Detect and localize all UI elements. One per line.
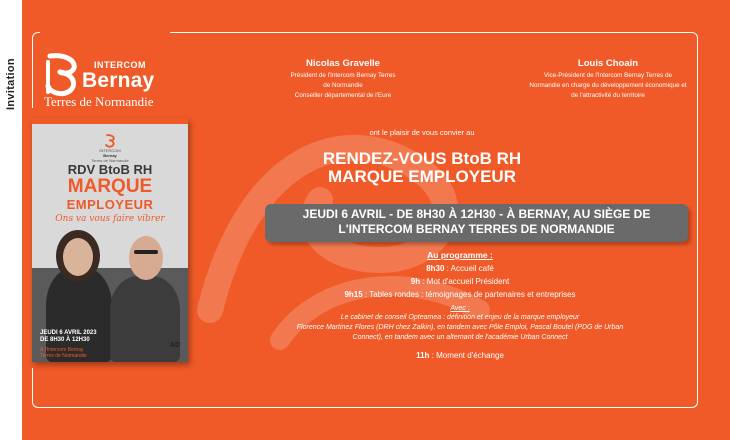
program-item: 9h15 : Tables rondes : témoignages de partenaires et entreprises [344,290,576,299]
program-heading: Au programme : [427,250,493,260]
poster-title-rdv: RDV BtoB RH [67,162,153,177]
host-title-line: Conseiller départemental de l'Eure [294,92,392,99]
host-title-line: Vice-Président de l'Intercom Bernay Terres de [543,72,673,79]
poster-logo-line: INTERCOM [99,148,121,153]
poster-stripe [32,118,188,124]
program-item: 8h30 : Accueil café [426,264,494,273]
host-title-line: de l'attractivité du territoire [571,92,645,99]
event-title: RENDEZ-VOUS BtoB RH MARQUE EMPLOYEUR [322,149,522,186]
poster-tagline: Ons va vous faire vibrer [55,214,165,224]
poster-person-man [110,276,180,362]
poster-logo-line: Bernay [103,153,117,158]
host-title-line: de Normandie [323,82,363,89]
logo-bernay-text: Bernay [82,69,155,92]
host-name: Nicolas Gravelle [306,58,380,69]
poster-logo [90,134,130,163]
program-item: 11h : Moment d'échange [416,351,504,360]
invitation-label: Invitation [5,58,18,110]
host-title-line: Président de l'Intercom Bernay Terres [290,72,396,79]
date-banner-text: JEUDI 6 AVRIL - DE 8H30 À 12H30 - À BERNAY, AU SIÈGE DE L'INTERCOM BERNAY TERRES DE NORMANDIE [302,207,651,236]
poster-place: À l'Intercom Bernay Terres de Normandie [40,347,87,359]
program-avec: Avec : [450,305,470,312]
poster-logo-mark-icon [103,134,117,148]
program [250,250,670,362]
poster-date: JEUDI 6 AVRIL 2023 DE 8H30 À 12H30 [40,330,97,343]
host-louis-choain [508,58,708,101]
intercom-logo [44,52,164,112]
logo-intercom-text: INTERCOM [94,60,146,70]
event-poster [32,118,188,362]
poster-logo-line: Terres de Normandie [91,158,129,163]
host-title-line: Normandie en charge du développement économique et [529,82,687,89]
poster-woman-face [63,238,93,276]
host-name: Louis Choain [577,58,639,69]
poster-man-face [129,236,163,280]
program-detail: Connect), en tandem avec un alternant de l'académie Urban Connect [352,334,568,341]
program-detail: Le cabinet de conseil Opteamea : définition et enjeu de la marque employeur [340,314,580,321]
frame-gap-top [40,28,170,36]
logo-terres-text: Terres de Normandie [44,94,154,109]
poster-title-marque: MARQUE [67,176,153,197]
bernay-logo-mark-icon [44,52,80,98]
invite-text: ont le plaisir de vous convier au [369,128,475,137]
program-item: 9h : Mot d'accueil Président [410,277,510,286]
poster-title-employeur: EMPLOYEUR [66,197,154,212]
program-detail: Florence Martinez Flores (DRH chez Zalkin), en tandem avec Pôle Emploi, Pascal Boutel (PDG de Urban [296,324,624,331]
host-nicolas-gravelle [258,58,428,101]
poster-badge: AD [170,342,181,349]
poster-man-glasses [134,250,158,254]
